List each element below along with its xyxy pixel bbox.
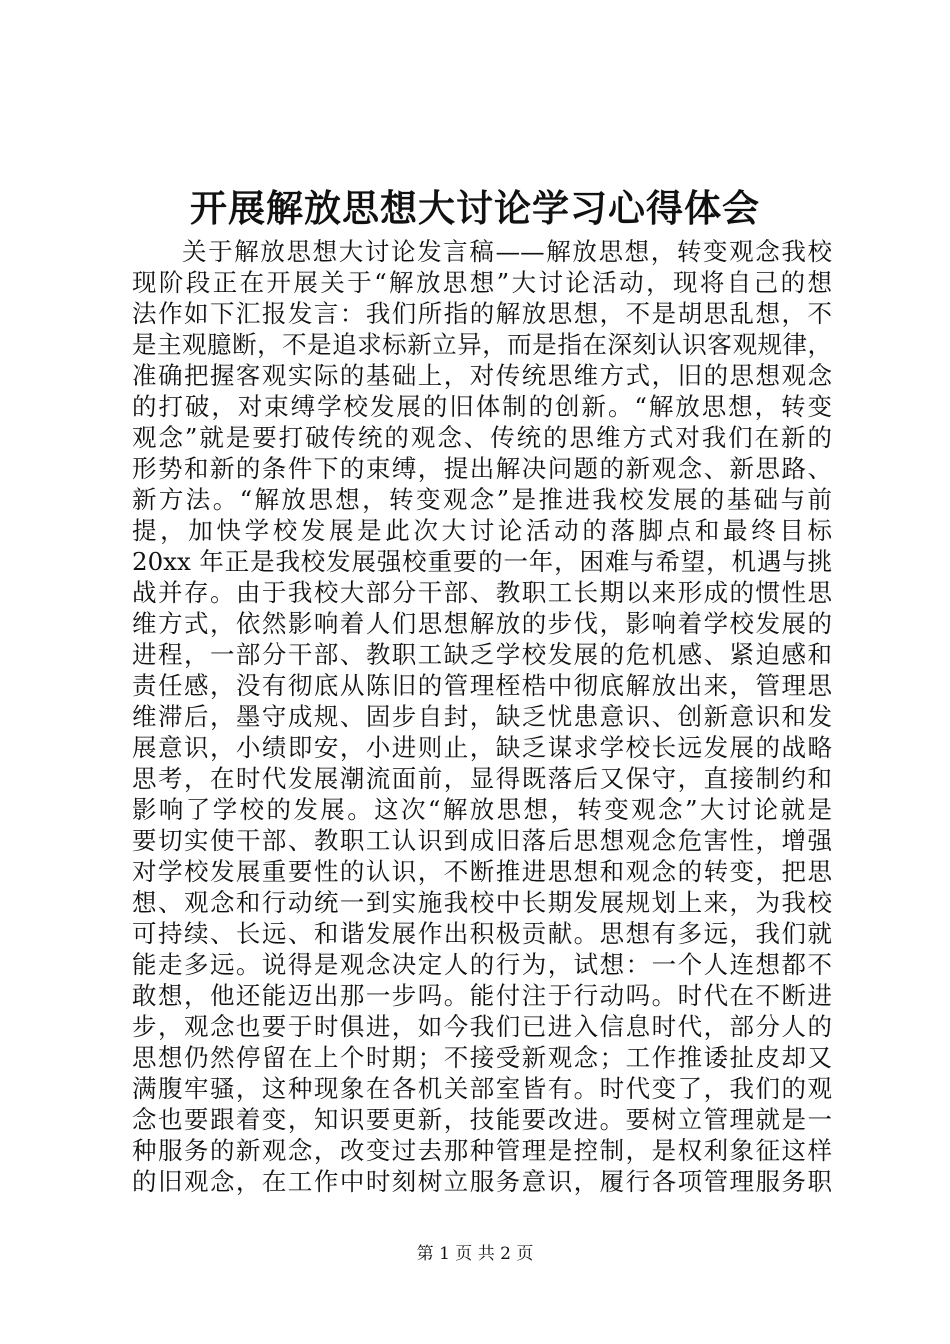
body-line: 影响了学校的发展。这次“解放思想，转变观念”大讨论就是 xyxy=(132,795,832,824)
page-footer xyxy=(0,1243,950,1265)
body-line: 观念”就是要打破传统的观念、传统的思维方式对我们在新的 xyxy=(132,423,832,452)
body-line: 思考，在时代发展潮流面前，显得既落后又保守，直接制约和 xyxy=(132,764,832,793)
body-line: 现阶段正在开展关于“解放思想”大讨论活动，现将自己的想 xyxy=(132,268,832,297)
body-line: 思想仍然停留在上个时期；不接受新观念；工作推诿扯皮却又 xyxy=(132,1043,832,1072)
body-line: 关于解放思想大讨论发言稿——解放思想，转变观念我校 xyxy=(182,237,832,266)
body-line: 可持续、长远、和谐发展作出积极贡献。思想有多远，我们就 xyxy=(132,919,832,948)
body-line: 的旧观念，在工作中时刻树立服务意识，履行各项管理服务职 xyxy=(132,1167,832,1196)
body-line: 要切实使干部、教职工认识到成旧落后思想观念危害性，增强 xyxy=(132,826,832,855)
body-line: 进程，一部分干部、教职工缺乏学校发展的危机感、紧迫感和 xyxy=(132,640,832,669)
body-line: 准确把握客观实际的基础上，对传统思维方式，旧的思想观念 xyxy=(132,361,832,390)
body-line: 敢想，他还能迈出那一步吗。能付注于行动吗。时代在不断进 xyxy=(132,981,832,1010)
body-line: 责任感，没有彻底从陈旧的管理桎梏中彻底解放出来，管理思 xyxy=(132,671,832,700)
body-line: 20xx 年正是我校发展强校重要的一年，困难与希望，机遇与挑 xyxy=(132,547,832,576)
body-line: 能走多远。说得是观念决定人的行为，试想：一个人连想都不 xyxy=(132,950,832,979)
body-line: 提，加快学校发展是此次大讨论活动的落脚点和最终目标 xyxy=(132,516,832,545)
body-line: 步，观念也要于时俱进，如今我们已进入信息时代，部分人的 xyxy=(132,1012,832,1041)
body-line: 是主观臆断，不是追求标新立异，而是指在深刻认识客观规律， xyxy=(132,330,832,359)
body-line: 种服务的新观念，改变过去那种管理是控制，是权利象征这样 xyxy=(132,1136,832,1165)
body-line: 法作如下汇报发言：我们所指的解放思想，不是胡思乱想，不 xyxy=(132,299,832,328)
body-line: 满腹牢骚，这种现象在各机关部室皆有。时代变了，我们的观 xyxy=(132,1074,832,1103)
body-line: 的打破，对束缚学校发展的旧体制的创新。“解放思想，转变 xyxy=(132,392,832,421)
body-line: 念也要跟着变，知识要更新，技能要改进。要树立管理就是一 xyxy=(132,1105,832,1134)
page-number-label: 第 1 页 共 2 页 xyxy=(416,1244,534,1264)
document-title: 开展解放思想大讨论学习心得体会 xyxy=(190,186,760,230)
document-body xyxy=(132,236,832,1197)
body-line: 战并存。由于我校大部分干部、教职工长期以来形成的惯性思 xyxy=(132,578,832,607)
body-line: 展意识，小绩即安，小进则止，缺乏谋求学校长远发展的战略 xyxy=(132,733,832,762)
body-line: 维方式，依然影响着人们思想解放的步伐，影响着学校发展的 xyxy=(132,609,832,638)
body-line: 想、观念和行动统一到实施我校中长期发展规划上来，为我校 xyxy=(132,888,832,917)
body-line: 维滞后，墨守成规、固步自封，缺乏忧患意识、创新意识和发 xyxy=(132,702,832,731)
body-line: 形势和新的条件下的束缚，提出解决问题的新观念、新思路、 xyxy=(132,454,832,483)
body-line: 对学校发展重要性的认识，不断推进思想和观念的转变，把思 xyxy=(132,857,832,886)
body-line: 新方法。“解放思想，转变观念”是推进我校发展的基础与前 xyxy=(132,485,832,514)
